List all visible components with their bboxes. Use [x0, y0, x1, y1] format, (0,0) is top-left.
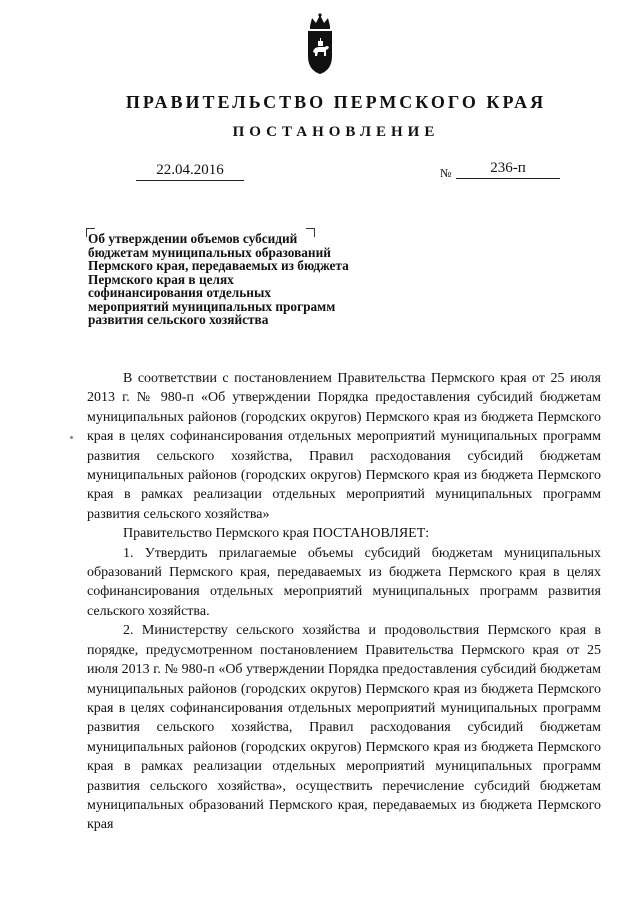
document-subject: Об утверждении объемов субсидий бюджетам муниципальных образований Пермского края, передаваемых из бюджета Пермского края в целях софинансирования отдельных мероприятий муниципальных программ развития сельского хозяйства — [88, 231, 349, 327]
number-label: № — [440, 166, 452, 180]
document-type: ПОСТАНОВЛЕНИЕ — [232, 124, 440, 140]
scan-speck — [70, 436, 73, 439]
paragraph-item-1: 1. Утвердить прилагаемые объемы субсидий бюджетам муниципальных образований Пермского края, передаваемых из бюджета Пермского края в целях софинансирования отдельных мероприятий муниципальных программ развития сельского хозяйства. — [87, 545, 601, 619]
perm-krai-coat-of-arms-icon — [304, 12, 336, 76]
government-title: ПРАВИТЕЛЬСТВО ПЕРМСКОГО КРАЯ — [125, 92, 547, 112]
document-body — [87, 369, 601, 835]
paragraph-item-2: 2. Министерству сельского хозяйства и продовольствия Пермского края в порядке, предусмотренном постановлением Правительства Пермского края от 25 июля 2013 г. № 980-п «Об утверждении Порядка предоставления субсидий бюджетам муниципальных районов (городских округов) Пермского края из бюджета Пермского края в целях софинансирования отдельных мероприятий муниципальных программ развития сельского хозяйства, Правил расходования субсидий бюджетам муниципальных районов (городских округов) Пермского края из бюджета Пермского края в рамках реализации отдельных мероприятий муниципальных программ развития сельского хозяйства», осуществить перечисление субсидий бюджетам муниципальных образований Пермского края, передаваемых из бюджета Пермского края — [87, 623, 601, 833]
document-date: 22.04.2016 — [136, 162, 244, 181]
document-number: 236-п — [456, 160, 560, 179]
paragraph-resolves: Правительство Пермского края ПОСТАНОВЛЯЕТ: — [123, 526, 430, 542]
paragraph-preamble: В соответствии с постановлением Правительства Пермского края от 25 июля 2013 г. № 980-п «Об утверждении Порядка предоставления субсидий бюджетам муниципальных районов (городских округов) Пермского края из бюджета Пермского края в целях софинансирования отдельных мероприятий муниципальных программ развития сельского хозяйства, Правил расходования субсидий бюджетам муниципальных районов (городских округов) Пермского края из бюджета Пермского края в рамках реализации отдельных мероприятий муниципальных программ развития сельского хозяйства» — [87, 371, 601, 522]
